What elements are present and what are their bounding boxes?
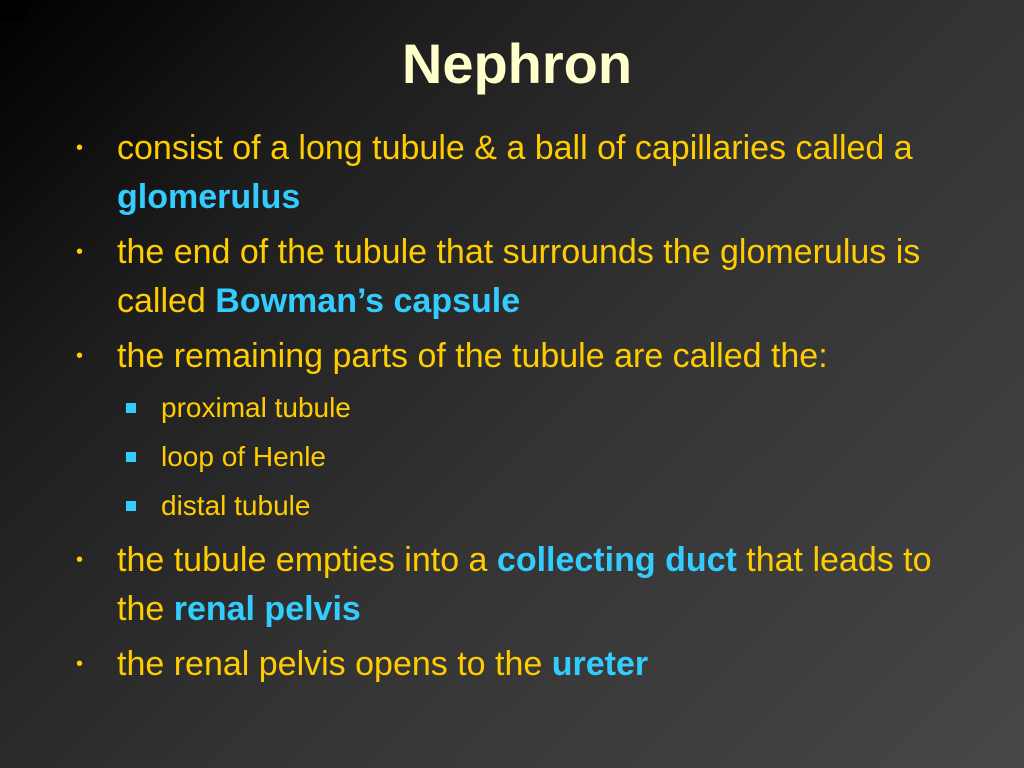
bullet-highlight: glomerulus [117, 178, 301, 216]
bullet-highlight: ureter [551, 645, 649, 683]
sub-item-loop-of-henle [76, 432, 976, 481]
bullet-dot-icon: • [76, 549, 84, 571]
bullet-item-ureter [76, 640, 976, 689]
square-bullet-icon [126, 452, 136, 462]
bullet-dot-icon: • [76, 345, 84, 367]
bullet-item-bowmans-capsule [76, 228, 976, 326]
bullet-dot-icon: • [76, 241, 84, 263]
bullet-highlight: collecting duct [496, 541, 737, 579]
sub-item-text: loop of Henle [161, 441, 327, 472]
bullet-dot-icon: • [76, 653, 84, 675]
corner-mark [0, 0, 26, 20]
sub-list [76, 383, 976, 530]
square-bullet-icon [126, 501, 136, 511]
bullet-highlight: Bowman’s capsule [215, 282, 521, 320]
bullet-highlight: renal pelvis [173, 590, 361, 628]
bullet-list [76, 124, 976, 695]
sub-item-distal-tubule [76, 481, 976, 530]
bullet-item-collecting-duct [76, 536, 976, 634]
sub-item-text: proximal tubule [161, 392, 351, 423]
bullet-text: the remaining parts of the tubule are called the: [117, 337, 828, 375]
bullet-text: consist of a long tubule & a ball of capillaries called a [117, 129, 913, 167]
bullet-item-remaining-parts [76, 332, 976, 381]
bullet-item-glomerulus [76, 124, 976, 222]
sub-item-text: distal tubule [161, 490, 311, 521]
bullet-text: the renal pelvis opens to the [117, 645, 552, 683]
slide-title: Nephron [401, 32, 633, 95]
sub-item-proximal-tubule [76, 383, 976, 432]
bullet-text: the tubule empties into a [117, 541, 497, 579]
bullet-text: that leads to the [117, 541, 932, 628]
square-bullet-icon [126, 403, 136, 413]
bullet-text: the end of the tubule that surrounds the glomerulus is called [117, 233, 921, 320]
bullet-dot-icon: • [76, 137, 84, 159]
